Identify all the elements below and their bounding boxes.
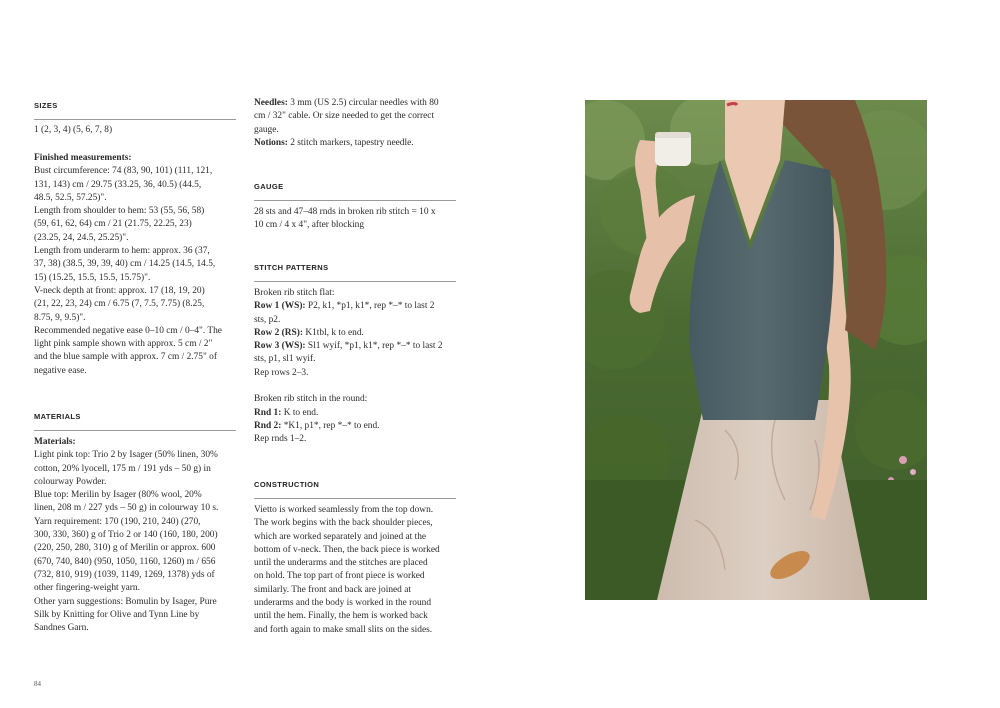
- materials-line: cotton, 20% lyocell, 175 m / 191 yds – 50 g) in: [34, 463, 211, 474]
- construction-line: which are worked separately and joined at the: [254, 531, 427, 542]
- gauge-line: 10 cm / 4 x 4", after blocking: [254, 220, 365, 231]
- row3-cont: sts, p1, sl1 wyif.: [254, 354, 316, 365]
- construction-line: similarly. The front and back are joined at: [254, 584, 411, 595]
- finished-line: 37, 38) (38.5, 39, 39, 40) cm / 14.25 (14.5, 14.5,: [34, 259, 216, 270]
- page-number: 84: [34, 680, 41, 688]
- finished-line: V-neck depth at front: approx. 17 (18, 19, 20): [34, 285, 205, 296]
- gauge-rule: [254, 200, 456, 201]
- flat-title: Broken rib stitch flat:: [254, 288, 335, 298]
- row3-text: Sl1 wyif, *p1, k1*, rep *–* to last 2: [305, 341, 443, 352]
- needles-notions: [254, 97, 456, 150]
- construction-rule: [254, 498, 456, 499]
- materials-line: Blue top: Merilin by Isager (80% wool, 20%: [34, 490, 202, 501]
- construction-line: underarms and the body is worked in the round: [254, 598, 432, 609]
- materials-line: (670, 740, 840) (950, 1050, 1160, 1260) m / 656: [34, 556, 216, 567]
- finished-line: 8.75, 9, 9.5)".: [34, 312, 86, 323]
- gauge-line: 28 sts and 47–48 rnds in broken rib stitch = 10 x: [254, 207, 436, 217]
- sizes-rule: [34, 119, 236, 120]
- finished-line: Bust circumference: 74 (83, 90, 101) (111, 121,: [34, 166, 213, 177]
- materials-line: linen, 208 m / 227 yds – 50 g) in colourway 10 s.: [34, 503, 219, 514]
- construction-line: and forth again to make small slits on the sides.: [254, 624, 433, 635]
- rnd1-label: Rnd 1:: [254, 407, 282, 418]
- finished-line: Length from shoulder to hem: 53 (55, 56, 58): [34, 206, 205, 217]
- needles-label: Needles:: [254, 98, 288, 108]
- sizes-value: 1 (2, 3, 4) (5, 6, 7, 8): [34, 125, 113, 135]
- needles-text: 3 mm (US 2.5) circular needles with 80: [287, 98, 439, 108]
- materials-line: colourway Powder.: [34, 476, 107, 487]
- materials-line: (732, 810, 919) (1039, 1149, 1269, 1378) yds of: [34, 569, 215, 580]
- stitch-patterns: [254, 287, 456, 447]
- finished-measurements: [34, 152, 236, 378]
- materials-line: other fingering-weight yarn.: [34, 583, 140, 594]
- construction-heading: CONSTRUCTION: [254, 480, 320, 489]
- construction-line: until the hem. Finally, the hem is worked back: [254, 611, 428, 622]
- construction-line: The work begins with the back shoulder pieces,: [254, 518, 433, 529]
- finished-line: negative ease.: [34, 365, 87, 376]
- rep-rnds: Rep rnds 1–2.: [254, 434, 307, 445]
- model-photo: [585, 100, 927, 600]
- construction-text: [254, 504, 456, 637]
- materials-line: (220, 250, 280, 310) g of Merilin or approx. 600: [34, 543, 216, 554]
- row1-text: P2, k1, *p1, k1*, rep *–* to last 2: [305, 301, 435, 312]
- notions-text: 2 stitch markers, tapestry needle.: [287, 137, 414, 148]
- finished-line: (23.25, 24, 24.5, 25.25)".: [34, 232, 129, 243]
- row2-text: K1tbl, k to end.: [302, 327, 364, 338]
- construction-line: Vietto is worked seamlessly from the top down.: [254, 505, 434, 515]
- sizes-heading: SIZES: [34, 101, 58, 110]
- row2-label: Row 2 (RS):: [254, 327, 303, 338]
- materials-line: Silk by Knitting for Olive and Tynn Line by: [34, 609, 200, 620]
- finished-line: light pink sample shown with approx. 5 cm / 2": [34, 339, 213, 350]
- materials-sub: Materials:: [34, 437, 76, 447]
- materials-line: Yarn requirement: 170 (190, 210, 240) (270,: [34, 516, 201, 527]
- row3-label: Row 3 (WS):: [254, 341, 306, 352]
- rnd2-text: *K1, p1*, rep *–* to end.: [281, 420, 380, 431]
- construction-line: on hold. The top part of front piece is worked: [254, 571, 425, 582]
- notions-label: Notions:: [254, 137, 288, 148]
- round-title: Broken rib stitch in the round:: [254, 394, 368, 405]
- materials-line: Light pink top: Trio 2 by Isager (50% linen, 30%: [34, 450, 218, 461]
- gauge-text: [254, 206, 456, 233]
- stitch-patterns-heading: STITCH PATTERNS: [254, 263, 329, 272]
- finished-heading: Finished measurements:: [34, 153, 132, 163]
- materials-heading: MATERIALS: [34, 412, 81, 421]
- construction-line: bottom of v-neck. Then, the back piece is worked: [254, 544, 440, 555]
- rnd1-text: K to end.: [281, 407, 319, 418]
- rnd2-label: Rnd 2:: [254, 420, 282, 431]
- finished-line: 131, 143) cm / 29.75 (33.25, 36, 40.5) (44.5,: [34, 179, 202, 190]
- materials-line: 300, 330, 360) g of Trio 2 or 140 (160, 180, 200): [34, 530, 218, 541]
- materials-line: Other yarn suggestions: Bomulin by Isager, Pure: [34, 596, 217, 607]
- materials-line: Sandnes Garn.: [34, 623, 89, 634]
- materials-rule: [34, 430, 236, 431]
- finished-line: (21, 22, 23, 24) cm / 6.75 (7, 7.5, 7.75) (8.25,: [34, 299, 205, 310]
- finished-line: (59, 61, 62, 64) cm / 21 (21.75, 22.25, 23): [34, 219, 192, 230]
- finished-line: Recommended negative ease 0–10 cm / 0–4". The: [34, 325, 222, 336]
- construction-line: until the underarms and the stitches are placed: [254, 558, 428, 569]
- finished-line: 15) (15.25, 15.5, 15.5, 15.75)".: [34, 272, 151, 283]
- stitch-rule: [254, 281, 456, 282]
- finished-line: 48.5, 52.5, 57.25)".: [34, 192, 107, 203]
- row1-label: Row 1 (WS):: [254, 301, 306, 312]
- row1-cont: sts, p2.: [254, 314, 281, 325]
- materials-block: [34, 436, 236, 635]
- finished-line: and the blue sample with approx. 7 cm / 2.75" of: [34, 352, 217, 363]
- finished-line: Length from underarm to hem: approx. 36 (37,: [34, 246, 210, 257]
- rep-rows: Rep rows 2–3.: [254, 367, 309, 378]
- gauge-heading: GAUGE: [254, 182, 284, 191]
- needles-line: cm / 32" cable. Or size needed to get the correct: [254, 111, 435, 122]
- needles-line: gauge.: [254, 124, 279, 135]
